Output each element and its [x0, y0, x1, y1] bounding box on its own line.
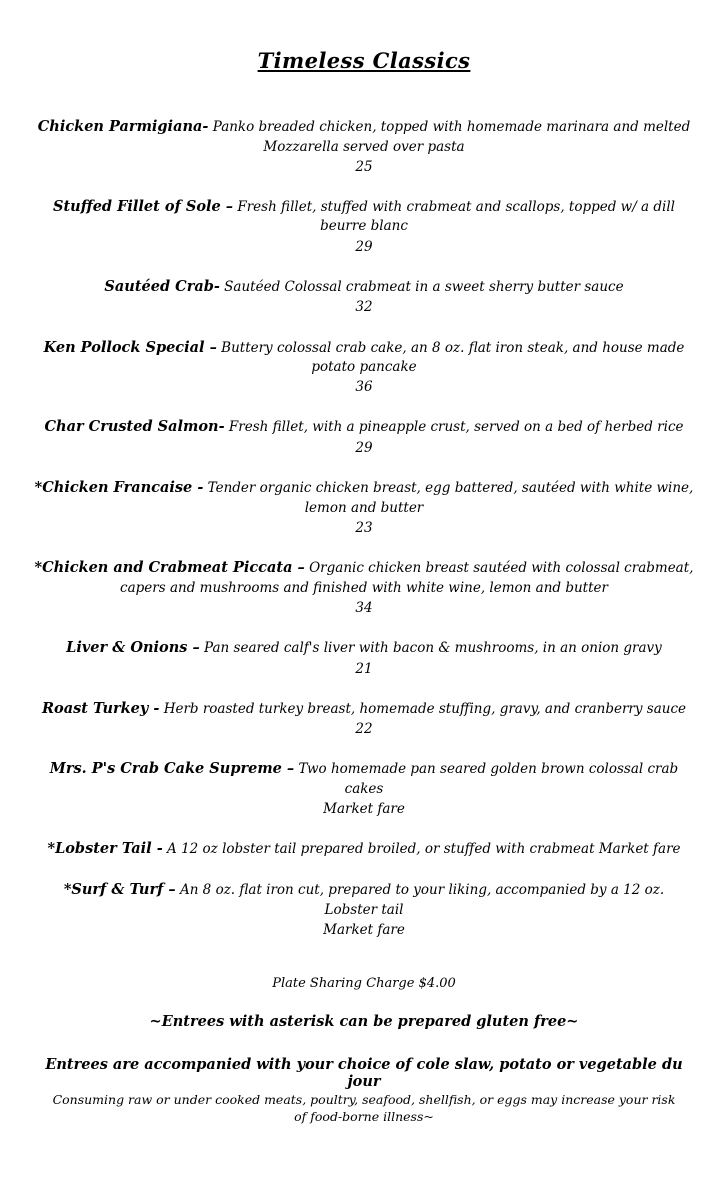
menu-item-text	[28, 759, 700, 799]
menu-item-name: Sautéed Crab-	[104, 277, 220, 295]
menu-item-text	[28, 699, 700, 720]
menu-item	[28, 197, 700, 257]
menu-item-name: Stuffed Fillet of Sole –	[53, 197, 234, 215]
menu-item-name: *Chicken Francaise -	[34, 479, 204, 497]
menu-item-name: Chicken Parmigiana-	[37, 118, 209, 135]
menu-item-text	[28, 478, 700, 518]
menu-footer	[28, 976, 700, 1126]
menu-item-description: Organic chicken breast sautéed with colossal crabmeat, capers and mushrooms and finished with white wine, lemon and butter	[120, 560, 694, 596]
menu-item-text	[28, 558, 700, 598]
menu-item-description: Pan seared calf's liver with bacon & mushrooms, in an onion gravy	[199, 639, 662, 656]
menu-item	[28, 277, 700, 318]
plate-sharing-charge: Plate Sharing Charge $4.00	[272, 975, 456, 991]
menu-item-text	[28, 277, 700, 298]
menu-item-description: An 8 oz. flat iron cut, prepared to your liking, accompanied by a 12 oz.	[175, 881, 665, 898]
menu-item	[28, 839, 700, 860]
menu-item-text	[28, 638, 700, 659]
menu-item-price: 36	[355, 379, 373, 396]
menu-item-price: Lobster tail	[324, 902, 404, 919]
gluten-free-note: ~Entrees with asterisk can be prepared gluten free~	[149, 1012, 579, 1030]
menu-item-price: 29	[355, 439, 373, 456]
menu-item	[28, 699, 700, 740]
menu-item	[28, 117, 700, 177]
menu-item-price: 23	[355, 519, 373, 536]
menu-item-name: Ken Pollock Special –	[43, 338, 217, 356]
menu-item-list	[28, 117, 700, 940]
menu-item-description: A 12 oz lobster tail prepared broiled, or stuffed with crabmeat Market fare	[162, 841, 681, 858]
menu-item	[28, 759, 700, 819]
menu-item-name: Char Crusted Salmon-	[44, 418, 225, 436]
menu-item-description: Two homemade pan seared golden brown colossal crab cakes	[294, 761, 679, 797]
menu-item-description: Fresh fillet, with a pineapple crust, served on a bed of herbed rice	[224, 419, 684, 436]
menu-item-price: 32	[355, 299, 373, 316]
menu-item-price: Market fare	[323, 801, 405, 818]
menu-item-price: 22	[355, 721, 373, 738]
menu-item-name: Mrs. P's Crab Cake Supreme –	[49, 760, 295, 778]
menu-item-name: Roast Turkey -	[41, 699, 160, 717]
menu-item-name: *Surf & Turf –	[63, 880, 176, 898]
health-disclaimer: Consuming raw or under cooked meats, poultry, seafood, shellfish, or eggs may increase your risk of food-borne illness~	[52, 1091, 676, 1124]
menu-item-price: 25	[355, 158, 373, 175]
menu-item-text	[28, 197, 700, 237]
menu-item	[28, 638, 700, 679]
page-title: Timeless Classics	[257, 48, 471, 73]
menu-item-price: 34	[355, 599, 373, 616]
menu-item-text	[28, 117, 700, 157]
menu-item	[28, 558, 700, 618]
menu-item-text	[28, 880, 700, 901]
menu-item-description: Fresh fillet, stuffed with crabmeat and scallops, topped w/ a dill beurre blanc	[233, 198, 675, 235]
menu-item-name: Liver & Onions –	[66, 638, 200, 656]
menu-item-name: *Chicken and Crabmeat Piccata –	[34, 559, 305, 577]
menu-item	[28, 880, 700, 940]
menu-item-description: Herb roasted turkey breast, homemade stuffing, gravy, and cranberry sauce	[159, 700, 687, 717]
menu-item-description: Panko breaded chicken, topped with homemade marinara and melted Mozzarella served over pasta	[208, 119, 691, 155]
menu-item-price: 29	[355, 238, 373, 255]
accompaniment-note: Entrees are accompanied with your choice of cole slaw, potato or vegetable du jour	[45, 1055, 683, 1090]
menu-item-text	[28, 417, 700, 438]
menu-item	[28, 478, 700, 538]
menu-item-price: 21	[355, 660, 373, 677]
menu-item-text	[28, 839, 700, 860]
menu-item-price-extra: Market fare	[323, 921, 405, 938]
menu-item-name: *Lobster Tail -	[47, 840, 163, 858]
menu-item-description: Tender organic chicken breast, egg battered, sautéed with white wine, lemon and butter	[203, 480, 694, 516]
menu-item-description: Sautéed Colossal crabmeat in a sweet sherry butter sauce	[219, 278, 624, 295]
menu-item-description: Buttery colossal crab cake, an 8 oz. flat iron steak, and house made potato pancake	[216, 339, 685, 376]
menu-item	[28, 417, 700, 458]
menu-item	[28, 338, 700, 398]
menu-item-text	[28, 338, 700, 378]
